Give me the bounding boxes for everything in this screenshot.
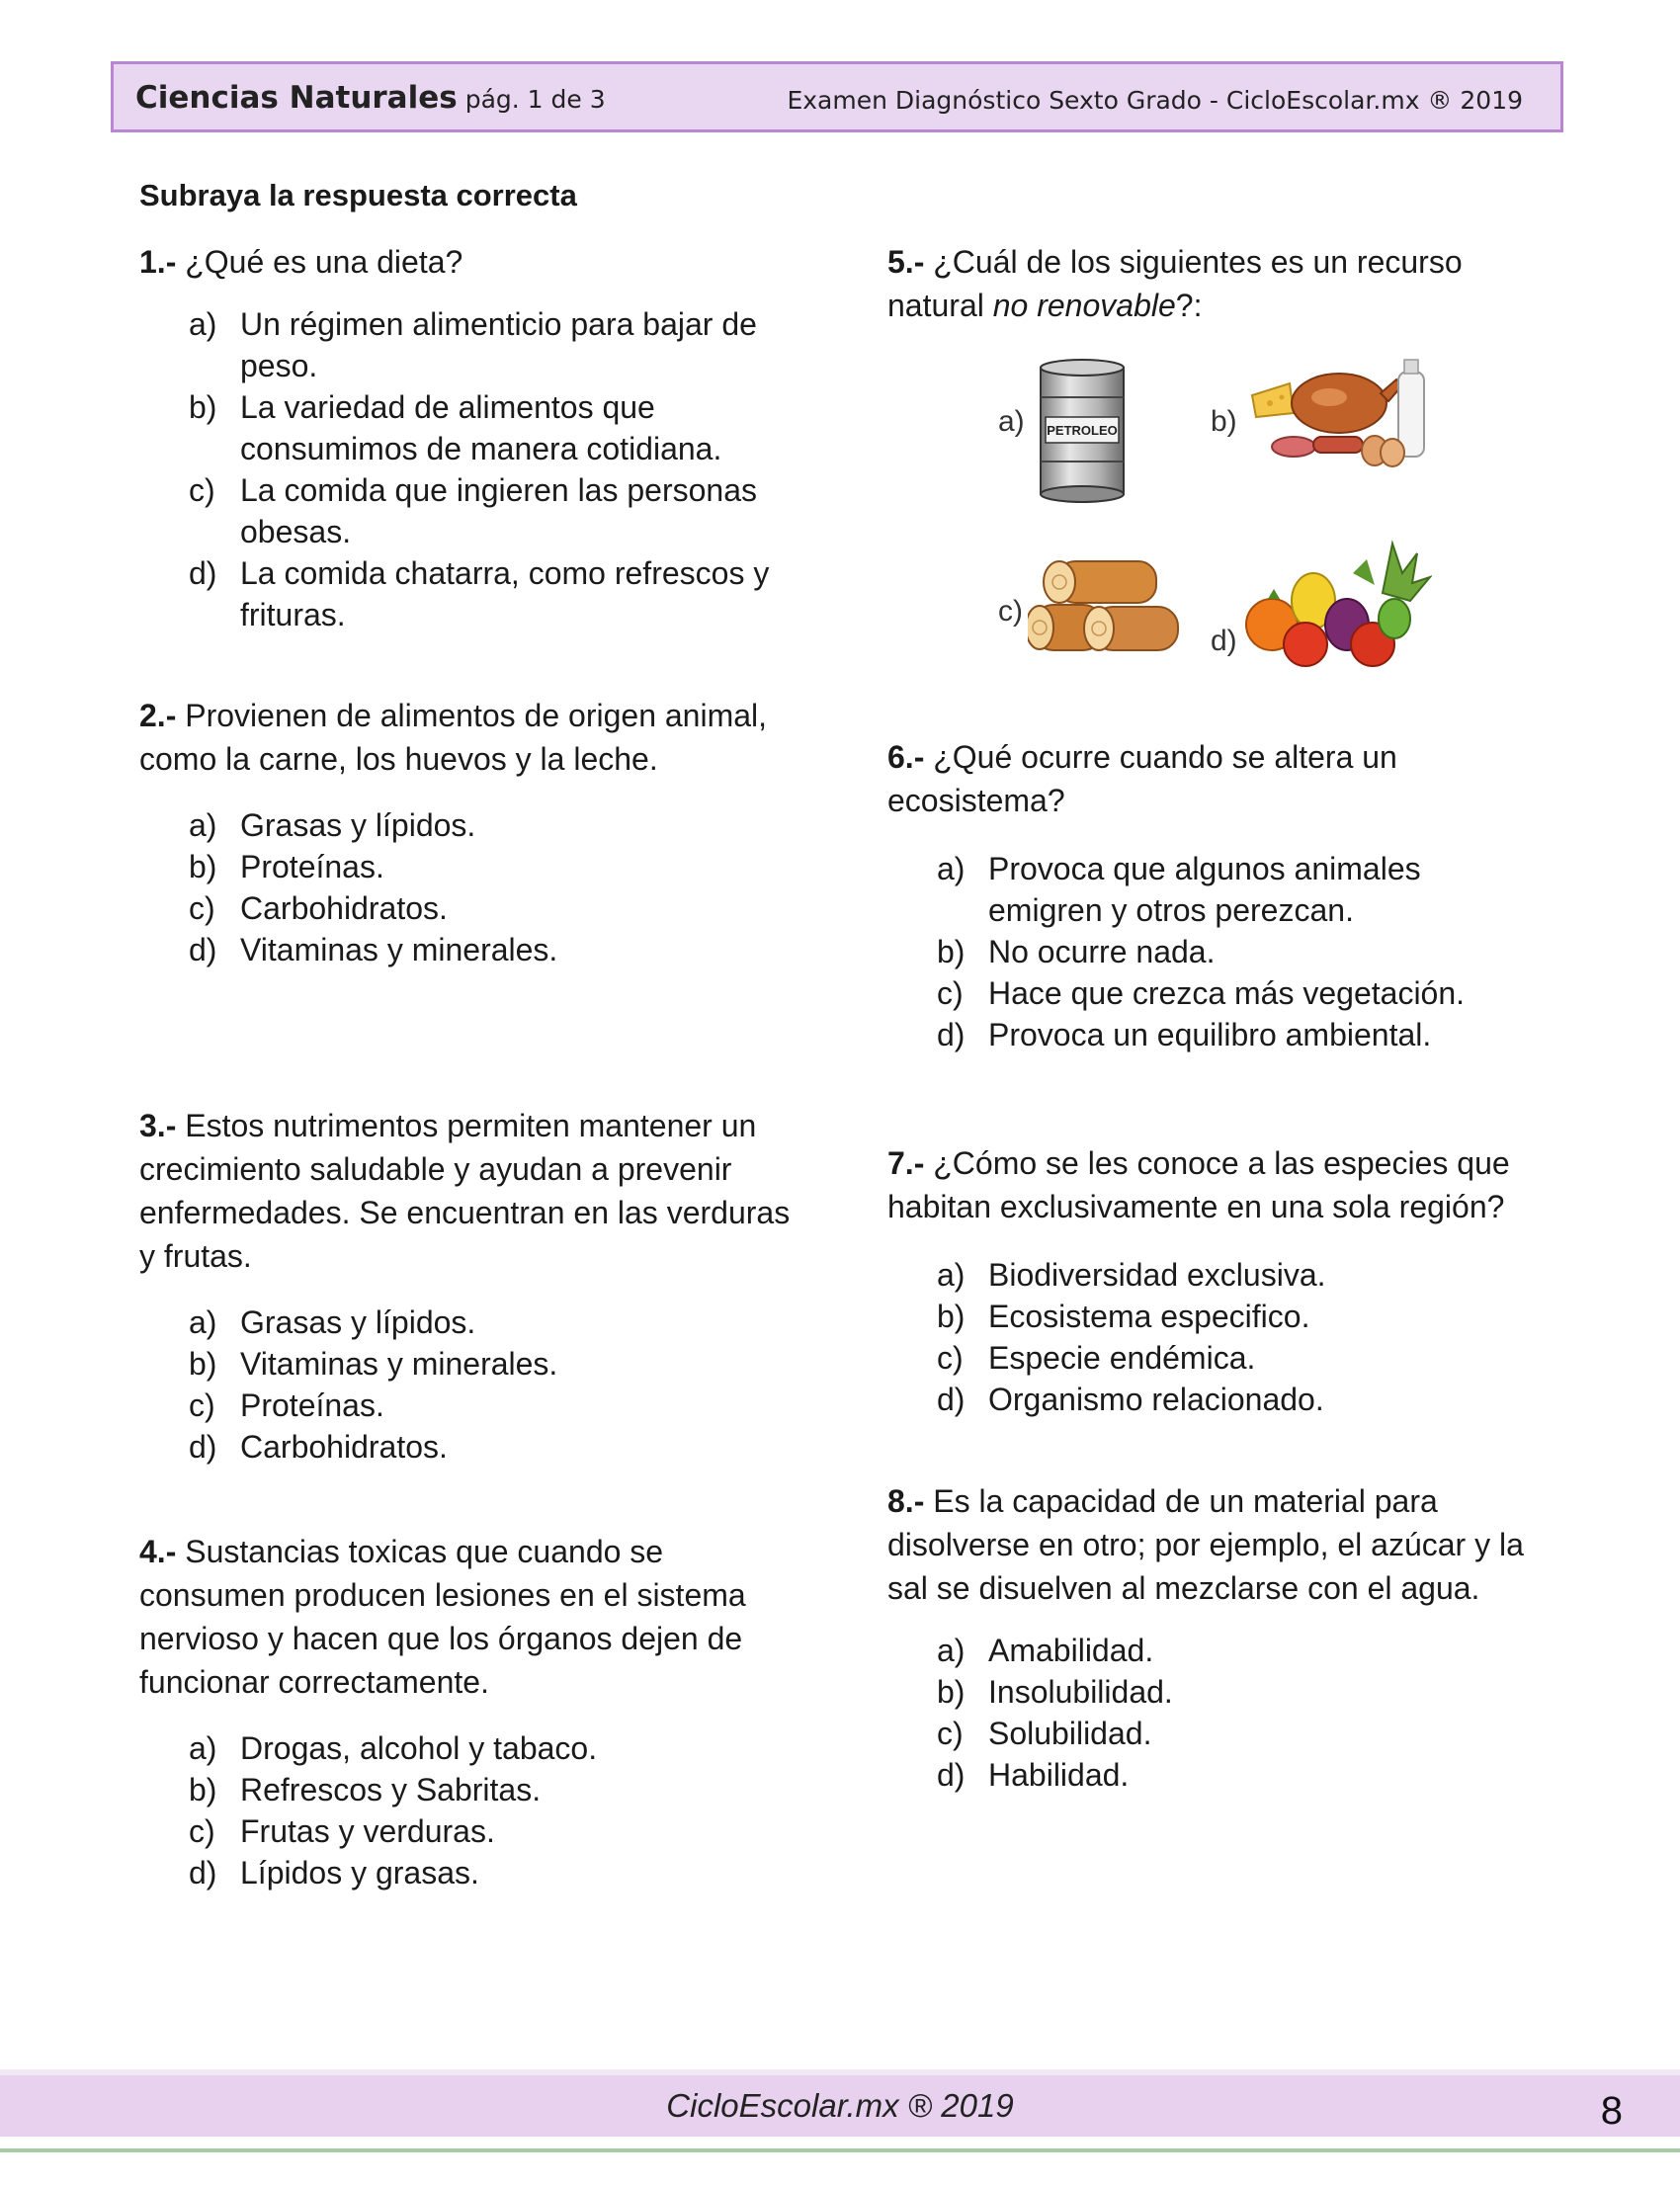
option-text: La comida que ingieren las personas obesas. (240, 472, 757, 549)
question-text: Sustancias toxicas que cuando se consumen producen lesiones en el sistema nervioso y hacen que los órganos dejen de funcionar correctamente. (139, 1534, 746, 1700)
image-option-c[interactable] (988, 553, 1186, 682)
footer-brand: CicloEscolar.mx ® 2019 (666, 2087, 1014, 2124)
option-b[interactable] (139, 846, 811, 887)
question-number: 6.- (887, 739, 925, 775)
option-b[interactable] (887, 1296, 1559, 1337)
barrel-label: PETROLEO (1047, 423, 1118, 438)
option-letter: d) (937, 1017, 966, 1052)
question-text: ¿Qué ocurre cuando se altera un ecosistema? (887, 739, 1397, 818)
option-text: Provoca un equilibro ambiental. (988, 1017, 1432, 1052)
option-letter: d) (189, 1855, 217, 1891)
option-letter: d) (1211, 625, 1237, 657)
option-letter: b) (1211, 405, 1237, 438)
option-d[interactable] (139, 552, 811, 635)
option-text: Proteínas. (240, 849, 384, 884)
option-letter: a) (937, 1257, 966, 1293)
option-text: La variedad de alimentos que consumimos de manera cotidiana. (240, 389, 722, 466)
question-number: 5.- (887, 244, 925, 280)
page-footer (0, 2075, 1680, 2137)
options-list (887, 1254, 1559, 1420)
option-c[interactable] (139, 1385, 811, 1426)
option-letter: a) (937, 851, 966, 886)
option-letter: b) (937, 934, 966, 969)
option-d[interactable] (887, 1754, 1540, 1796)
option-letter: b) (189, 389, 217, 425)
option-text: Refrescos y Sabritas. (240, 1772, 542, 1807)
question-stem (139, 240, 811, 284)
option-letter: d) (189, 555, 217, 591)
question-stem (887, 1141, 1559, 1228)
option-text: Amabilidad. (988, 1633, 1154, 1668)
option-letter: c) (189, 890, 215, 926)
option-d[interactable] (887, 1379, 1559, 1420)
option-text: Frutas y verduras. (240, 1813, 495, 1849)
option-a[interactable] (887, 1630, 1540, 1671)
option-letter: b) (937, 1299, 966, 1334)
option-letter: a) (189, 1304, 217, 1340)
question-4 (139, 1530, 811, 1893)
image-options (988, 356, 1443, 702)
question-stem (139, 694, 811, 781)
question-7 (887, 1141, 1559, 1420)
question-number: 8.- (887, 1483, 925, 1519)
options-list (139, 1302, 811, 1468)
option-text: Insolubilidad. (988, 1674, 1173, 1710)
option-text: Especie endémica. (988, 1340, 1256, 1376)
option-b[interactable] (139, 1343, 811, 1385)
option-text: Organismo relacionado. (988, 1382, 1324, 1417)
question-number: 7.- (887, 1145, 925, 1181)
image-option-b[interactable] (1201, 356, 1438, 484)
option-text: Carbohidratos. (240, 1429, 448, 1465)
option-b[interactable] (139, 1769, 811, 1810)
question-text: ¿Cuál de los siguientes es un recurso natural (887, 244, 1463, 323)
option-text: Vitaminas y minerales. (240, 932, 558, 967)
petroleum-barrel-icon (1036, 358, 1134, 506)
option-letter: c) (937, 1716, 964, 1751)
question-text-italic: no renovable (992, 288, 1176, 323)
question-stem (887, 735, 1540, 822)
question-6 (887, 735, 1540, 1055)
option-letter: d) (189, 932, 217, 967)
option-text: No ocurre nada. (988, 934, 1216, 969)
option-c[interactable] (139, 1810, 811, 1852)
option-a[interactable] (139, 1727, 811, 1769)
option-a[interactable] (139, 303, 811, 386)
option-letter: b) (937, 1674, 966, 1710)
question-5 (887, 240, 1540, 327)
question-number: 4.- (139, 1534, 177, 1569)
question-stem (139, 1104, 811, 1278)
option-d[interactable] (887, 1014, 1540, 1055)
question-text-end: ?: (1175, 288, 1203, 323)
option-letter: c) (937, 1340, 964, 1376)
option-letter: a) (189, 1730, 217, 1766)
option-letter: d) (937, 1382, 966, 1417)
footer-bottom-line (0, 2148, 1680, 2152)
question-2 (139, 694, 811, 970)
option-letter: a) (189, 306, 217, 342)
option-text: Grasas y lípidos. (240, 1304, 476, 1340)
options-list (139, 1727, 811, 1893)
option-c[interactable] (139, 469, 811, 552)
option-letter: a) (189, 807, 217, 843)
options-list (139, 804, 811, 970)
option-text: Provoca que algunos animales emigren y otros perezcan. (988, 851, 1421, 928)
option-d[interactable] (139, 929, 811, 970)
option-text: La comida chatarra, como refrescos y frituras. (240, 555, 770, 632)
option-text: Ecosistema especifico. (988, 1299, 1310, 1334)
option-text: Drogas, alcohol y tabaco. (240, 1730, 598, 1766)
instruction-heading: Subraya la respuesta correcta (139, 178, 577, 212)
question-stem (887, 1479, 1540, 1610)
option-c[interactable] (887, 1337, 1559, 1379)
question-number: 1.- (139, 244, 177, 280)
option-letter: d) (937, 1757, 966, 1793)
option-a[interactable] (887, 848, 1540, 931)
fruits-vegetables-icon (1244, 534, 1432, 672)
page-header (111, 61, 1563, 132)
options-list (887, 848, 1540, 1055)
page-number: 8 (1600, 2089, 1623, 2133)
question-text: ¿Cómo se les conoce a las especies que habitan exclusivamente en una sola región? (887, 1145, 1510, 1224)
wood-logs-icon (1028, 553, 1186, 662)
option-b[interactable] (887, 931, 1540, 972)
option-letter: b) (189, 1772, 217, 1807)
image-option-a[interactable] (988, 356, 1117, 504)
option-a[interactable] (139, 804, 811, 846)
option-b[interactable] (887, 1671, 1540, 1713)
header-left (135, 80, 606, 116)
question-stem (139, 1530, 811, 1704)
question-stem (887, 240, 1540, 327)
option-text: Lípidos y grasas. (240, 1855, 479, 1891)
option-c[interactable] (887, 1713, 1540, 1754)
option-c[interactable] (887, 972, 1540, 1014)
option-letter: c) (189, 472, 215, 508)
option-d[interactable] (139, 1852, 811, 1893)
option-letter: a) (937, 1633, 966, 1668)
option-text: Un régimen alimenticio para bajar de peso. (240, 306, 757, 383)
option-c[interactable] (139, 887, 811, 929)
option-text: Solubilidad. (988, 1716, 1152, 1751)
question-text: ¿Qué es una dieta? (176, 244, 463, 280)
question-8 (887, 1479, 1540, 1796)
question-text: Es la capacidad de un material para disolverse en otro; por ejemplo, el azúcar y la sal se disuelven al mezclarse con el agua. (887, 1483, 1524, 1606)
option-letter: b) (189, 849, 217, 884)
option-letter: b) (189, 1346, 217, 1382)
page-indicator: pág. 1 de 3 (464, 85, 606, 114)
option-letter: c) (937, 975, 964, 1011)
option-letter: a) (998, 405, 1025, 438)
option-a[interactable] (139, 1302, 811, 1343)
option-letter: c) (998, 595, 1023, 628)
question-3 (139, 1104, 811, 1468)
option-text: Habilidad. (988, 1757, 1130, 1793)
option-letter: c) (189, 1813, 215, 1849)
option-d[interactable] (139, 1426, 811, 1468)
exam-title: Examen Diagnóstico Sexto Grado - CicloEscolar.mx ® 2019 (787, 86, 1523, 115)
options-list (887, 1630, 1540, 1796)
question-text: Estos nutrimentos permiten mantener un crecimiento saludable y ayudan a prevenir enfermedades. Se encuentran en las verduras y frutas. (139, 1108, 791, 1274)
option-letter: c) (189, 1387, 215, 1423)
option-a[interactable] (887, 1254, 1559, 1296)
option-text: Carbohidratos. (240, 890, 448, 926)
question-number: 2.- (139, 698, 177, 733)
options-list (139, 303, 811, 635)
question-text: Provienen de alimentos de origen animal, como la carne, los huevos y la leche. (139, 698, 768, 777)
option-text: Biodiversidad exclusiva. (988, 1257, 1326, 1293)
option-text: Proteínas. (240, 1387, 384, 1423)
option-text: Grasas y lípidos. (240, 807, 476, 843)
option-text: Vitaminas y minerales. (240, 1346, 558, 1382)
animal-foods-icon (1250, 356, 1438, 484)
image-option-d[interactable] (1201, 553, 1438, 702)
option-text: Hace que crezca más vegetación. (988, 975, 1466, 1011)
option-letter: d) (189, 1429, 217, 1465)
option-b[interactable] (139, 386, 811, 469)
subject-title: Ciencias Naturales (135, 80, 458, 116)
question-1 (139, 240, 811, 635)
question-number: 3.- (139, 1108, 177, 1143)
